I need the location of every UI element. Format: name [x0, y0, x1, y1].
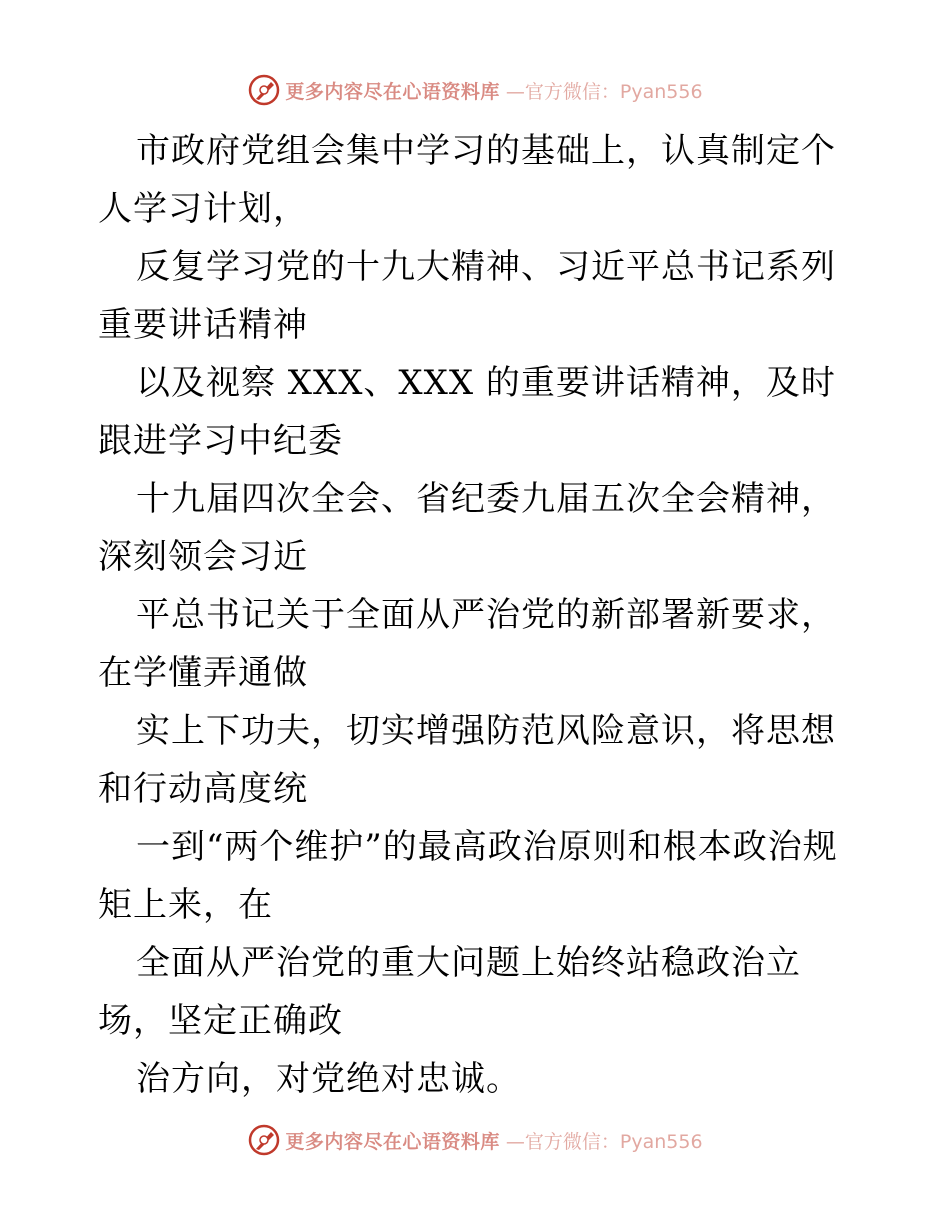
paragraph-4: 十九届四次全会、省纪委九届五次全会精神，深刻领会习近 [98, 479, 836, 577]
paragraph-8: 全面从严治党的重大问题上始终站稳政治立场，坚定正确政 [98, 943, 801, 1041]
paragraph-9: 治方向，对党绝对忠诚。 [136, 1059, 521, 1099]
footer-brand-text: 更多内容尽在心语资料库 [285, 1130, 500, 1153]
paragraph-5: 平总书记关于全面从严治党的新部署新要求，在学懂弄通做 [98, 595, 836, 693]
header-wechat-text: —官方微信：Pyan556 [505, 80, 703, 103]
document-body [98, 122, 858, 1108]
quill-pen-logo-icon [247, 1123, 281, 1157]
paragraph-3: 以及视察 XXX、XXX 的重要讲话精神，及时跟进学习中纪委 [98, 363, 836, 461]
paragraph-7: 一到“两个维护”的最高政治原则和根本政治规矩上来，在 [98, 827, 838, 925]
paragraph-6: 实上下功夫，切实增强防范风险意识，将思想和行动高度统 [98, 711, 836, 809]
paragraph-2: 反复学习党的十九大精神、习近平总书记系列重要讲话精神 [98, 247, 836, 345]
header-banner [0, 70, 950, 110]
header-brand-text: 更多内容尽在心语资料库 [285, 80, 500, 103]
quill-pen-logo-icon [247, 73, 281, 107]
paragraph-1: 市政府党组会集中学习的基础上，认真制定个人学习计划， [98, 131, 836, 229]
footer-banner [0, 1120, 950, 1160]
footer-wechat-text: —官方微信：Pyan556 [505, 1130, 703, 1153]
